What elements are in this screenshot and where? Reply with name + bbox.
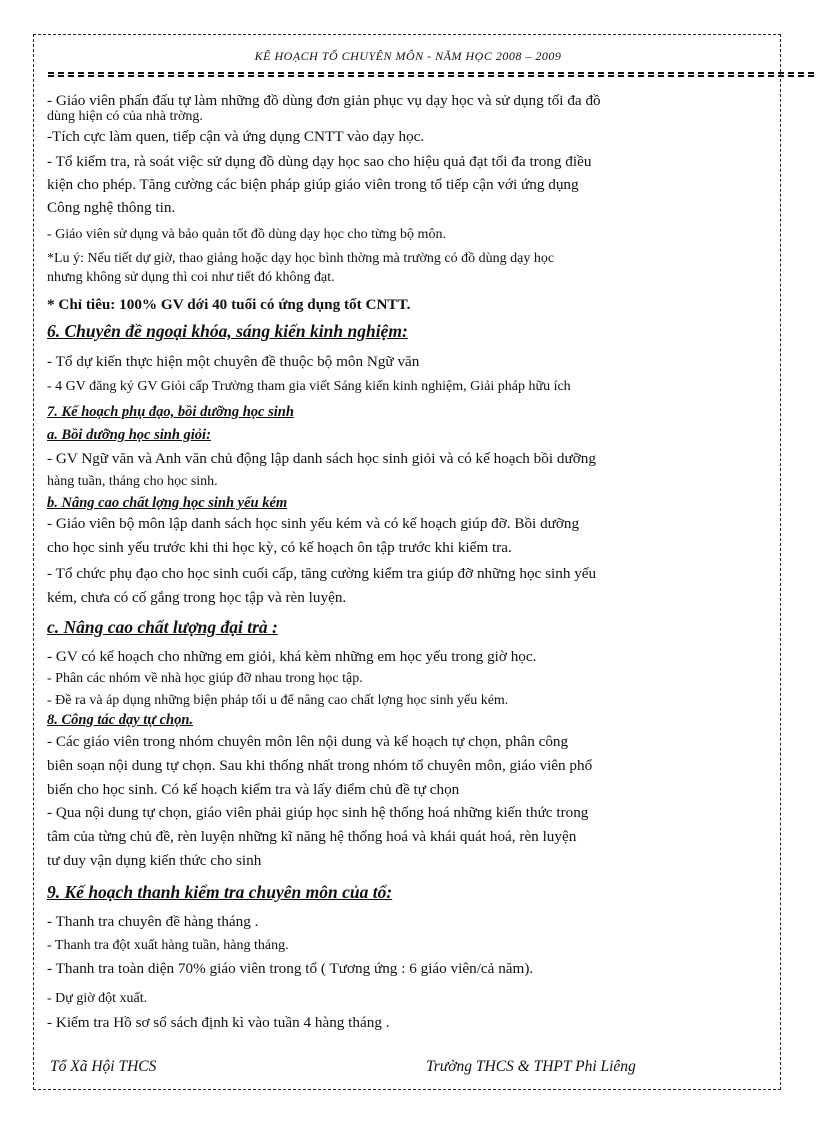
text-line: - Đề ra và áp dụng những biện pháp tối u để nâng cao chất lợng học sinh yếu kém. — [47, 693, 509, 708]
text-line: - Các giáo viên trong nhóm chuyên môn lên nội dung và kế hoạch tự chọn, phân công — [47, 733, 569, 750]
target-line: * Chỉ tiêu: 100% GV dới 40 tuổi có ứng dụng tốt CNTT. — [47, 296, 411, 313]
section-heading-9: 9. Kế hoạch thanh kiểm tra chuyên môn của tổ: — [47, 882, 393, 902]
text-line: dùng hiện có của nhà trờng. — [47, 109, 203, 124]
text-line: hàng tuần, tháng cho học sinh. — [47, 474, 218, 489]
subheading-c: c. Nâng cao chất lượng đại trà : — [47, 617, 278, 637]
text-line: tư duy vận dụng kiến thức cho sinh — [47, 852, 262, 869]
text-line: - Qua nội dung tự chọn, giáo viên phải giúp học sinh hệ thống hoá những kiến thức trong — [47, 804, 589, 821]
section-heading-7: 7. Kế hoạch phụ đạo, bồi dưỡng học sinh — [47, 404, 294, 420]
text-line: - Thanh tra chuyên đề hàng tháng . — [47, 913, 259, 930]
text-line: kiện cho phép. Tăng cường các biện pháp giúp giáo viên trong tổ tiếp cận với ứng dụng — [47, 176, 579, 193]
text-line: - Tổ chức phụ đạo cho học sinh cuối cấp, tăng cường kiểm tra giúp đỡ những học sinh yếu — [47, 565, 597, 582]
text-line: Công nghệ thông tin. — [47, 199, 176, 216]
text-line: - Phân các nhóm về nhà học giúp đỡ nhau trong học tập. — [47, 671, 363, 686]
text-line: - Giáo viên bộ môn lập danh sách học sinh yếu kém và có kế hoạch giúp đỡ. Bồi dưỡng — [47, 515, 580, 532]
text-line: tâm của từng chủ đề, rèn luyện những kĩ năng hệ thống hoá và khái quát hoá, rèn luyện — [47, 828, 577, 845]
text-line: kém, chưa có cố gắng trong học tập và rèn luyện. — [47, 589, 347, 606]
footer-right: Trường THCS & THPT Phi Liêng — [426, 1058, 636, 1075]
section-heading-8: 8. Công tác dạy tự chọn. — [47, 712, 194, 728]
footer-left: Tổ Xã Hội THCS — [50, 1058, 157, 1075]
text-line: - Kiểm tra Hồ sơ sổ sách định kì vào tuần 4 hàng tháng . — [47, 1014, 390, 1031]
page-header: KẾ HOẠCH TỔ CHUYÊN MÔN - NĂM HỌC 2008 – 2009 — [254, 49, 562, 63]
text-line: cho học sinh yếu trước khi thi học kỳ, có kế hoạch ôn tập trước khi kiểm tra. — [47, 539, 512, 556]
text-line: nhưng không sử dụng thì coi như tiết đó không đạt. — [47, 270, 335, 285]
note-line: *Lu ý: Nếu tiết dự giờ, thao giảng hoặc dạy học bình thờng mà trường có đồ dùng dạy học — [47, 251, 555, 266]
text-line: - Thanh tra đột xuất hàng tuần, hàng tháng. — [47, 938, 289, 953]
subheading-b: b. Nâng cao chất lợng học sinh yếu kém — [47, 495, 288, 511]
text-line: - 4 GV đăng ký GV Giỏi cấp Trường tham gia viết Sáng kiến kinh nghiệm, Giải pháp hữu ích — [47, 379, 571, 394]
text-line: biến cho học sinh. Có kế hoạch kiểm tra và lấy điểm chủ đề tự chọn — [47, 781, 460, 798]
section-heading-6: 6. Chuyên đề ngoại khóa, sáng kiến kinh nghiệm: — [47, 321, 408, 341]
text-line: - Giáo viên sử dụng và bảo quản tốt đồ dùng dạy học cho từng bộ môn. — [47, 227, 446, 242]
text-line: - Giáo viên phấn đấu tự làm những đồ dùng đơn giản phục vụ dạy học và sử dụng tối đa đồ — [47, 92, 601, 109]
text-line: - Tổ kiểm tra, rà soát việc sử dụng đồ dùng dạy học sao cho hiệu quả đạt tối đa trong điều — [47, 153, 592, 170]
text-line: - Tổ dự kiến thực hiện một chuyên đề thuộc bộ môn Ngữ văn — [47, 353, 420, 370]
text-line: - GV Ngữ văn và Anh văn chủ động lập danh sách học sinh giỏi và có kế hoạch bồi dưỡng — [47, 450, 596, 467]
text-line: - Thanh tra toàn diện 70% giáo viên trong tổ ( Tương ứng : 6 giáo viên/cả năm). — [47, 960, 534, 977]
text-line: biên soạn nội dung tự chọn. Sau khi thống nhất trong nhóm tổ chuyên môn, giáo viên phổ — [47, 757, 593, 774]
header-divider — [48, 72, 814, 77]
text-line: - Dự giờ đột xuất. — [47, 991, 148, 1006]
text-line: -Tích cực làm quen, tiếp cận và ứng dụng CNTT vào dạy học. — [47, 128, 425, 145]
text-line: - GV có kế hoạch cho những em giỏi, khá kèm những em học yếu trong giờ học. — [47, 648, 537, 665]
subheading-a: a. Bồi dưỡng học sinh giỏi: — [47, 427, 211, 443]
